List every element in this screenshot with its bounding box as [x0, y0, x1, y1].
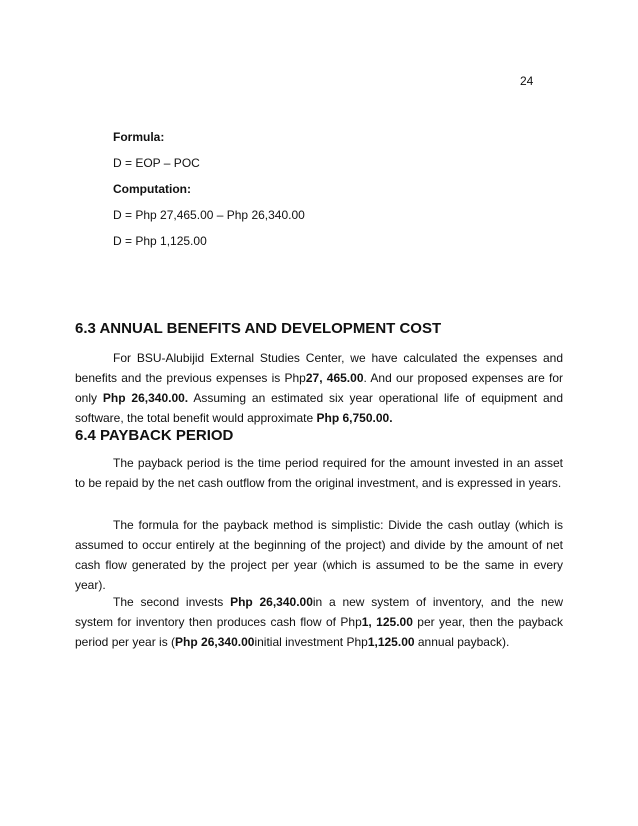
text-span: annual payback).	[414, 635, 510, 649]
text-span: . And our proposed expenses are for only	[75, 371, 564, 405]
computation-line-1: D = Php 27,465.00 – Php 26,340.00	[113, 208, 305, 222]
text-span: The second invests	[113, 595, 231, 609]
computation-label: Computation:	[113, 182, 191, 196]
page-number: 24	[520, 74, 534, 88]
paragraph-payback-example	[75, 592, 563, 652]
text-span: in a new system of inventory, and the new system for inventory then produces cash flow of Php	[75, 595, 563, 629]
paragraph-payback-formula: The formula for the payback method is simplistic: Divide the cash outlay (which is assumed to occur entirely at the beginning of the project) and divide by the amount of net cash flow generated by the project per year (which is assumed to be the same in every year).	[75, 518, 563, 592]
formula-text: D = EOP – POC	[113, 156, 200, 170]
text-span: Assuming an estimated six year operational life of equipment and software, the total benefit would approximate	[75, 391, 563, 425]
section-heading-6-4: 6.4 PAYBACK PERIOD	[75, 427, 234, 444]
amount-previous-expenses: 27, 465.00	[305, 371, 364, 385]
paragraph-payback-definition: The payback period is the time period required for the amount invested in an asset to be repaid by the net cash outflow from the original investment, and is expressed in years.	[75, 456, 563, 490]
text-span: initial investment Php	[254, 635, 368, 649]
amount-annual-payback: 1,125.00	[367, 635, 415, 649]
formula-block	[113, 128, 305, 258]
amount-investment: Php 26,340.00	[230, 595, 313, 609]
computation-line-2: D = Php 1,125.00	[113, 234, 207, 248]
formula-label: Formula:	[113, 130, 165, 144]
paragraph-annual-benefits	[75, 348, 563, 428]
amount-initial-investment: Php 26,340.00	[175, 635, 255, 649]
amount-proposed-expenses: Php 26,340.00.	[102, 391, 189, 405]
text-span: For BSU-Alubijid External Studies Center, we have calculated the expenses and benefits and the previous expenses is Php	[75, 351, 563, 385]
amount-cash-flow: 1, 125.00	[361, 615, 413, 629]
text-span: per year, then the payback period per year is (	[75, 615, 564, 649]
section-heading-6-3: 6.3 ANNUAL BENEFITS AND DEVELOPMENT COST	[75, 320, 442, 337]
amount-total-benefit: Php 6,750.00.	[316, 411, 393, 425]
